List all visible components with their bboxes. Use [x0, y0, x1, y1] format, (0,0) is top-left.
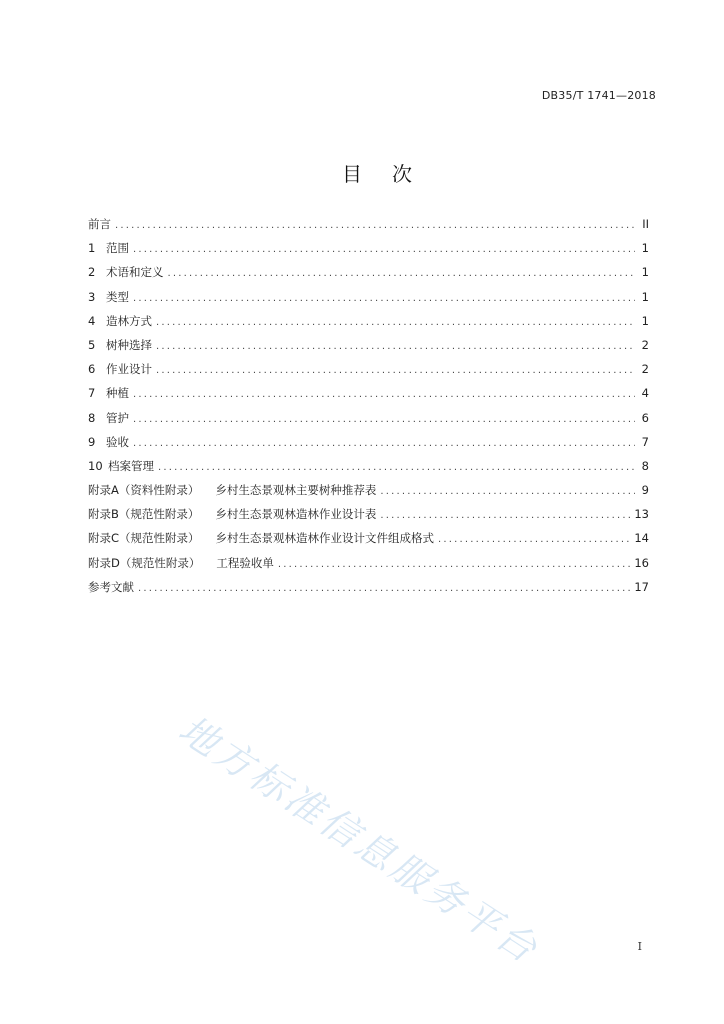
toc-entry-label: 参考文献 [88, 579, 134, 594]
toc-entry-label: 作业设计 [106, 362, 152, 377]
toc-entry[interactable] [88, 530, 649, 554]
toc-entry-label: 附录B（规范性附录） [88, 507, 200, 522]
toc-entry-number: 4 [88, 313, 96, 328]
toc-entry[interactable] [88, 337, 649, 361]
toc-entry[interactable] [88, 458, 649, 482]
toc-entry-label: 附录C（规范性附录） [88, 531, 200, 546]
toc-entry-number: 6 [88, 362, 96, 377]
toc-leader-dots [438, 534, 630, 545]
toc-entry-number: 10 [88, 458, 103, 473]
toc-entry-label: 验收 [106, 434, 129, 449]
toc-entry-label: 附录A（资料性附录） [88, 483, 200, 498]
toc-entry[interactable] [88, 240, 649, 264]
toc-entry[interactable] [88, 434, 649, 458]
toc-leader-dots [133, 293, 635, 304]
toc-leader-dots [133, 244, 635, 255]
toc-leader-dots [115, 220, 635, 231]
toc-entry-page: 6 [641, 410, 649, 425]
toc-entry-label: 范围 [106, 241, 129, 256]
toc-leader-dots [133, 414, 635, 425]
toc-entry-number: 2 [88, 265, 96, 280]
toc-leader-dots [133, 389, 635, 400]
toc-entry-page: 4 [641, 386, 649, 401]
toc-entry-label: 管护 [106, 410, 129, 425]
toc-leader-dots [156, 341, 635, 352]
toc-entry-page: 2 [641, 362, 649, 377]
toc-entry-page: 16 [634, 555, 649, 570]
toc-leader-dots [278, 559, 631, 570]
toc-leader-dots [156, 317, 635, 328]
toc-leader-dots [138, 583, 630, 594]
toc-entry-number: 5 [88, 337, 96, 352]
toc-entry-label: 前言 [88, 217, 111, 231]
toc-entry-number: 7 [88, 386, 96, 401]
toc-entry-page: 1 [641, 265, 649, 280]
toc-leader-dots [380, 486, 635, 497]
watermark: 地方标准信息服务平台 [171, 706, 548, 973]
toc-leader-dots [158, 462, 635, 473]
page-title: 目次 [342, 162, 442, 186]
standard-code: DB35/T 1741—2018 [541, 89, 656, 102]
toc-entry-page: 1 [641, 289, 649, 304]
toc-entry[interactable] [88, 482, 649, 506]
toc-entry[interactable] [88, 506, 649, 530]
toc-entry-label: 种植 [106, 386, 129, 401]
toc-entry[interactable] [88, 313, 649, 337]
toc-entry-page: 13 [634, 507, 649, 522]
toc-entry[interactable] [88, 361, 649, 385]
toc-leader-dots [156, 365, 635, 376]
toc-entry-page: 1 [641, 241, 649, 256]
toc-entry-label: 造林方式 [106, 313, 152, 328]
toc-leader-dots [168, 268, 636, 279]
toc-entry-page: 9 [641, 483, 649, 498]
page-number: I [637, 940, 642, 953]
table-of-contents [88, 216, 649, 603]
toc-entry-label: 附录D（规范性附录） [88, 555, 201, 570]
toc-entry[interactable] [88, 579, 649, 603]
toc-entry-page: 8 [641, 458, 649, 473]
toc-entry-label: 类型 [106, 289, 129, 304]
toc-entry[interactable] [88, 289, 649, 313]
toc-entry-subtitle: 乡村生态景观林主要树种推荐表 [215, 483, 377, 498]
toc-entry-label: 档案管理 [108, 458, 154, 473]
toc-entry-number: 3 [88, 289, 96, 304]
toc-entry-page: 2 [641, 337, 649, 352]
toc-entry-page: II [642, 217, 649, 231]
toc-entry-page: 17 [634, 579, 649, 594]
toc-entry-page: 7 [641, 434, 649, 449]
toc-leader-dots [380, 510, 630, 521]
toc-entry-subtitle: 工程验收单 [216, 555, 274, 570]
toc-entry-label: 术语和定义 [106, 265, 164, 280]
toc-entry-label: 树种选择 [106, 337, 152, 352]
toc-entry-number: 8 [88, 410, 96, 425]
toc-entry[interactable] [88, 410, 649, 434]
toc-entry-number: 9 [88, 434, 96, 449]
toc-entry-number: 1 [88, 241, 96, 256]
toc-leader-dots [133, 438, 635, 449]
toc-entry[interactable] [88, 555, 649, 579]
toc-entry-subtitle: 乡村生态景观林造林作业设计文件组成格式 [215, 531, 435, 546]
toc-entry-page: 14 [634, 531, 649, 546]
toc-entry-subtitle: 乡村生态景观林造林作业设计表 [215, 507, 377, 522]
toc-entry[interactable] [88, 264, 649, 288]
toc-entry[interactable] [88, 385, 649, 409]
toc-entry-page: 1 [641, 313, 649, 328]
toc-entry[interactable] [88, 216, 649, 240]
